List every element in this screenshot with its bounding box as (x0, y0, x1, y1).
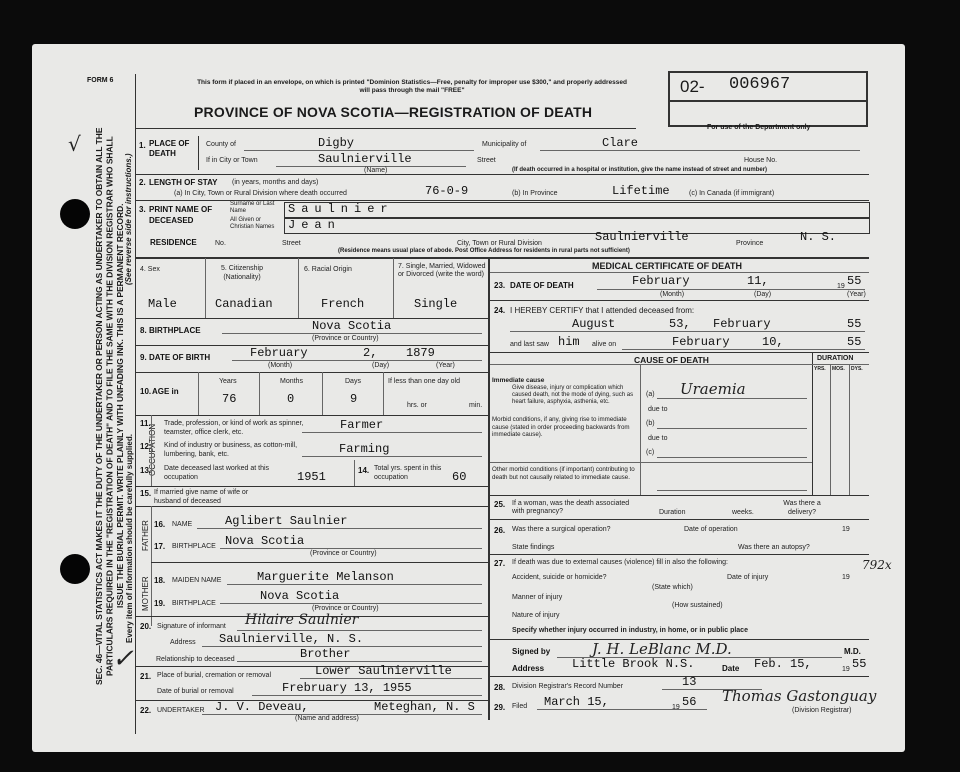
age-months-value: 0 (287, 392, 295, 406)
spouse-label: If married give name of wife or husband of deceased (154, 489, 249, 505)
residence-label: RESIDENCE (150, 238, 197, 247)
trade-num: 11. (140, 419, 151, 428)
dob-day-label: (Day) (372, 362, 390, 369)
lastworked-num: 13. (140, 466, 152, 475)
informant-address-label: Address (170, 639, 196, 646)
filed-label: Filed (512, 703, 528, 710)
md-label: M.D. (844, 647, 861, 656)
hrs-label: hrs. or (407, 402, 427, 409)
given-value: Jean (288, 218, 341, 232)
industry-value: Farming (339, 442, 390, 456)
trade-value: Farmer (340, 418, 384, 432)
birthplace-num: 8. (140, 326, 147, 335)
residence-city-label: City, Town or Rural Division (457, 240, 542, 247)
autopsy-label: Was there an autopsy? (738, 544, 810, 551)
mother-side-label: MOTHER (141, 576, 150, 612)
alive-on-label: alive on (592, 341, 617, 348)
municipality-label: Municipality of (482, 141, 527, 148)
how-sustained: (How sustained) (672, 602, 723, 609)
undertaker-label: UNDERTAKER (157, 707, 205, 714)
mother-bp-num: 19. (154, 599, 166, 608)
injury-date-label: Date of injury (727, 574, 769, 581)
father-name-label: NAME (172, 521, 193, 528)
stay-label: LENGTH OF STAY (149, 178, 218, 187)
medical-header: MEDICAL CERTIFICATE OF DEATH (592, 261, 742, 271)
cause-a-value: Uraemia (680, 380, 746, 398)
burial-place-label: Place of burial, cremation or removal (157, 672, 271, 679)
residence-province-value: N. S. (800, 230, 837, 244)
form-left-border (135, 74, 136, 734)
father-name-value: Aglibert Saulnier (225, 514, 348, 528)
alive-year: 55 (847, 335, 862, 349)
burial-date-label: Date of burial or removal (157, 688, 234, 695)
surgical-label: Was there a surgical operation? (512, 526, 611, 533)
county-value: Digby (318, 136, 355, 150)
signer-date: Feb. 15, (754, 657, 812, 671)
title-rule (136, 128, 636, 129)
to-year: 55 (847, 317, 862, 331)
immediate-label: Immediate cause (492, 377, 545, 384)
injury-code: 792x (862, 558, 892, 572)
birthplace-label: BIRTHPLACE (149, 326, 201, 335)
manner-label: Manner of injury (512, 594, 563, 601)
morbid-label: Morbid conditions, if any, giving rise to immediate cause (stated in order proceeding backwards from immediate cause). (492, 416, 630, 438)
surname-value: Saulnier (288, 202, 394, 216)
burial-place-value: Lower Saulnierville (315, 664, 452, 678)
undertaker-value: J. V. Deveau, (215, 700, 309, 714)
birthplace-sub: (Province or Country) (312, 335, 379, 342)
industry-num: 12. (140, 442, 152, 451)
center-divider (488, 258, 490, 720)
residence-street-label: Street (282, 240, 301, 247)
city-label: If in City or Town (206, 157, 258, 164)
name-num: 3. (139, 205, 146, 214)
city-value: Saulnierville (318, 152, 412, 166)
registration-prefix: 02- (680, 77, 705, 96)
cause-c-marker: (c) (646, 449, 655, 456)
citizenship-label: 5. Citizenship (Nationality) (220, 265, 264, 281)
signer-year: 55 (852, 657, 867, 671)
age-days-value: 9 (350, 392, 358, 406)
weeks-label: weeks. (732, 509, 754, 516)
dob-num: 9. (140, 353, 147, 362)
age-years-value: 76 (222, 392, 237, 406)
death-registration-card (32, 44, 905, 752)
dod-num: 23. (494, 281, 506, 290)
father-bp-label: BIRTHPLACE (172, 543, 216, 550)
stay-a-label: (a) In City, Town or Rural Division where death occurred (174, 190, 347, 197)
dur-yrs: YRS. (814, 366, 826, 372)
undertaker-num: 22. (140, 706, 152, 715)
duration-header: DURATION (817, 355, 854, 362)
father-bp-value: Nova Scotia (225, 534, 305, 548)
surgical-num: 26. (494, 526, 506, 535)
age-days-label: Days (345, 378, 361, 385)
stay-b-value: Lifetime (612, 184, 670, 198)
stay-c-label: (c) In Canada (if immigrant) (689, 190, 775, 197)
industry-label: Kind of industry or business, as cotton-mill, lumbering, bank, etc. (164, 442, 298, 458)
state-findings: State findings (512, 544, 555, 551)
cause-b-marker: (b) (646, 420, 655, 427)
division-registrar-label: (Division Registrar) (792, 707, 852, 714)
signer-address-label: Address (512, 664, 545, 673)
sex-label: 4. Sex (140, 266, 160, 273)
burial-date-value: Frebruary 13, 1955 (282, 681, 412, 695)
dob-label: DATE OF BIRTH (149, 353, 211, 362)
father-bp-sub: (Province or Country) (310, 550, 377, 557)
mother-name-label: MAIDEN NAME (172, 577, 222, 584)
last-saw-label: and last saw (510, 341, 549, 348)
dod-month-label: (Month) (660, 291, 685, 298)
dob-month: February (250, 346, 308, 360)
reverse-note: (See reverse side for instructions.) (124, 153, 133, 285)
nature-label: Nature of injury (512, 612, 560, 619)
cause-header: CAUSE OF DEATH (634, 355, 709, 365)
top-initial-mark: √ (68, 132, 81, 156)
age-label: AGE in (152, 387, 179, 396)
residence-note: (Residence means usual place of abode. Post Office Address for residents in rural parts not sufficient) (338, 248, 630, 254)
min-label: min. (469, 402, 483, 409)
undertaker-sub: (Name and address) (295, 715, 359, 722)
marital-value: Single (414, 297, 458, 311)
stay-a-value: 76-0-9 (425, 184, 469, 198)
citizenship-value: Canadian (215, 297, 273, 311)
residence-province-label: Province (736, 240, 764, 247)
mother-name-num: 18. (154, 576, 166, 585)
last-saw-pronoun: him (558, 335, 580, 349)
place-name-label: (Name) (364, 167, 388, 174)
external-num: 27. (494, 559, 506, 568)
informant-num: 20. (140, 622, 152, 631)
lastworked-value: 1951 (297, 470, 326, 484)
dod-year-prefix: 19 (837, 283, 845, 290)
age-months-label: Months (280, 378, 303, 385)
filed-year: 56 (682, 695, 697, 709)
occupation-side-label: OCCUPATION (148, 423, 157, 477)
dod-day-label: (Day) (754, 291, 772, 298)
informant-relationship: Brother (300, 647, 351, 661)
dob-day: 2, (363, 346, 378, 360)
specify-label: Specify whether injury occurred in industry, in home, or in public place (512, 627, 748, 634)
due-to-1: due to (648, 406, 668, 413)
side-instruction: SEC. 46—VITAL STATISTICS ACT MAKES IT THE DUTY OF THE UNDERTAKER OR PERSON ACTING AS UNDERTAKER TO OBTAIN ALL THE PARTICULARS REQUIRED IN THE "REGISTRATION OF DEATH" AND TO FILE THE SAME WITH THE DIVISION REGISTRAR WHO SHALL ISSUE THE BURIAL PERMIT. WRITE PLAINLY WITH UNFADING INK. THIS IS A PERMANENT RECORD. (94, 127, 125, 685)
sex-value: Male (148, 297, 177, 311)
other-label: Other morbid conditions (if important) contributing to death but not causally related to immediate cause. (492, 466, 635, 481)
accident-label: Accident, suicide or homicide? (512, 574, 607, 581)
burial-num: 21. (140, 672, 152, 681)
immediate-desc: Give disease, injury or complication which caused death, not the mode of dying, such as heart failure, asphyxia, asthenia, etc. (512, 385, 634, 405)
registration-number: 006967 (729, 75, 791, 94)
form-number: FORM 6 (87, 77, 114, 84)
signed-by: J. H. LeBlanc M.D. (592, 640, 732, 658)
stay-num: 2. (139, 178, 146, 187)
residence-city-value: Saulnierville (595, 230, 689, 244)
origin-value: French (321, 297, 365, 311)
less-than-day-label: If less than one day old (388, 378, 460, 385)
dod-label: DATE OF DEATH (510, 281, 574, 290)
residence-no-label: No. (215, 240, 226, 247)
dod-month: February (632, 274, 690, 288)
registrar-label: Division Registrar's Record Number (512, 683, 624, 690)
certify-num: 24. (494, 306, 506, 315)
side-instruction-2: Every item of information should be carefully supplied. (125, 434, 134, 644)
filed-year-prefix: 19 (672, 704, 680, 711)
operation-year-prefix: 19 (842, 526, 850, 533)
age-years-label: Years (219, 378, 237, 385)
place-of-death-label: PLACE OF DEATH (149, 139, 190, 158)
filed-date: March 15, (544, 695, 609, 709)
age-num: 10. (140, 387, 152, 396)
informant-signature: Hilaire Saulnier (245, 612, 359, 628)
form-title: PROVINCE OF NOVA SCOTIA—REGISTRATION OF DEATH (194, 104, 593, 120)
punch-hole-bottom (60, 554, 90, 584)
house-label: House No. (744, 157, 778, 164)
origin-label: 6. Racial Origin (304, 266, 352, 273)
to-month: February (713, 317, 771, 331)
undertaker-place: Meteghan, N. S (374, 700, 475, 714)
preg-num: 25. (494, 500, 506, 509)
place-num: 1. (139, 141, 146, 150)
informant-sig-label: Signature of informant (157, 623, 226, 630)
due-to-2: due to (648, 435, 668, 442)
filed-num: 29. (494, 703, 506, 712)
operation-date-label: Date of operation (684, 526, 738, 533)
dept-use-label: For use of the Department only (707, 124, 811, 131)
dod-year-label: (Year) (847, 291, 866, 298)
mail-notice: This form if placed in an envelope, on which is printed "Dominion Statistics—Free, penalty for improper use $300," and properly addressed will pass through the mail "FREE" (197, 79, 627, 94)
alive-day: 10, (762, 335, 784, 349)
state-which: (State which) (652, 584, 693, 591)
years-num: 14. (358, 466, 370, 475)
from-year: 53, (669, 317, 691, 331)
stay-sub: (in years, months and days) (232, 179, 319, 186)
years-value: 60 (452, 470, 467, 484)
father-bp-num: 17. (154, 542, 166, 551)
preg-label: If a woman, was the death associated with pregnancy? (512, 500, 630, 515)
punch-hole-top (60, 199, 90, 229)
dod-year: 55 (847, 274, 862, 288)
municipality-value: Clare (602, 136, 639, 150)
registrar-signature: Thomas Gastonguay (722, 687, 877, 705)
institution-note: (If death occurred in a hospital or institution, give the name instead of street and number) (512, 167, 768, 173)
alive-month: February (672, 335, 730, 349)
given-label: All Given or Christian Names (230, 217, 275, 230)
signed-label: Signed by (512, 647, 551, 656)
mother-bp-label: BIRTHPLACE (172, 600, 216, 607)
mother-name-value: Marguerite Melanson (257, 570, 394, 584)
certify-label: I HEREBY CERTIFY that I attended deceased from: (510, 306, 695, 315)
marital-label: 7. Single, Married, Widowed or Divorced (write the word) (398, 263, 486, 278)
street-label: Street (477, 157, 496, 164)
side-checkmark: ✓ (112, 644, 134, 674)
signer-date-label: Date (722, 664, 740, 673)
years-label: Total yrs. spent in this occupation (374, 465, 442, 481)
signer-address: Little Brook N.S. (572, 657, 695, 671)
informant-address: Saulnierville, N. S. (219, 632, 364, 646)
dod-day: 11, (747, 274, 769, 288)
external-label: If death was due to external causes (violence) fill in also the following: (512, 559, 728, 566)
surname-label: Surname or Last Name (230, 201, 275, 214)
county-label: County of (206, 141, 236, 148)
birthplace-value: Nova Scotia (312, 319, 392, 333)
dur-mos: MOS. (832, 366, 845, 372)
stay-b-label: (b) In Province (512, 190, 558, 197)
from-month: August (572, 317, 616, 331)
given-box (284, 218, 870, 234)
duration-label: Duration (659, 509, 686, 516)
father-side-label: FATHER (141, 520, 150, 552)
spouse-num: 15. (140, 489, 152, 498)
informant-relationship-label: Relationship to deceased (156, 656, 235, 663)
lastworked-label: Date deceased last worked at this occupation (164, 465, 270, 481)
father-name-num: 16. (154, 520, 166, 529)
delivery-label: Was there a delivery? (783, 500, 821, 516)
mother-bp-sub: (Province or Country) (312, 605, 379, 612)
name-label: PRINT NAME OF DECEASED (149, 205, 213, 225)
cause-a-marker: (a) (646, 391, 655, 398)
trade-label: Trade, profession, or kind of work as spinner, teamster, office clerk, etc. (164, 420, 304, 436)
dob-year-label: (Year) (436, 362, 455, 369)
injury-year-prefix: 19 (842, 574, 850, 581)
record-number: 13 (682, 675, 697, 689)
mother-bp-value: Nova Scotia (260, 589, 340, 603)
signer-year-prefix: 19 (842, 666, 850, 673)
registrar-num: 28. (494, 683, 506, 692)
dob-year: 1879 (406, 346, 435, 360)
dob-month-label: (Month) (268, 362, 293, 369)
dur-dys: DYS. (851, 366, 863, 372)
